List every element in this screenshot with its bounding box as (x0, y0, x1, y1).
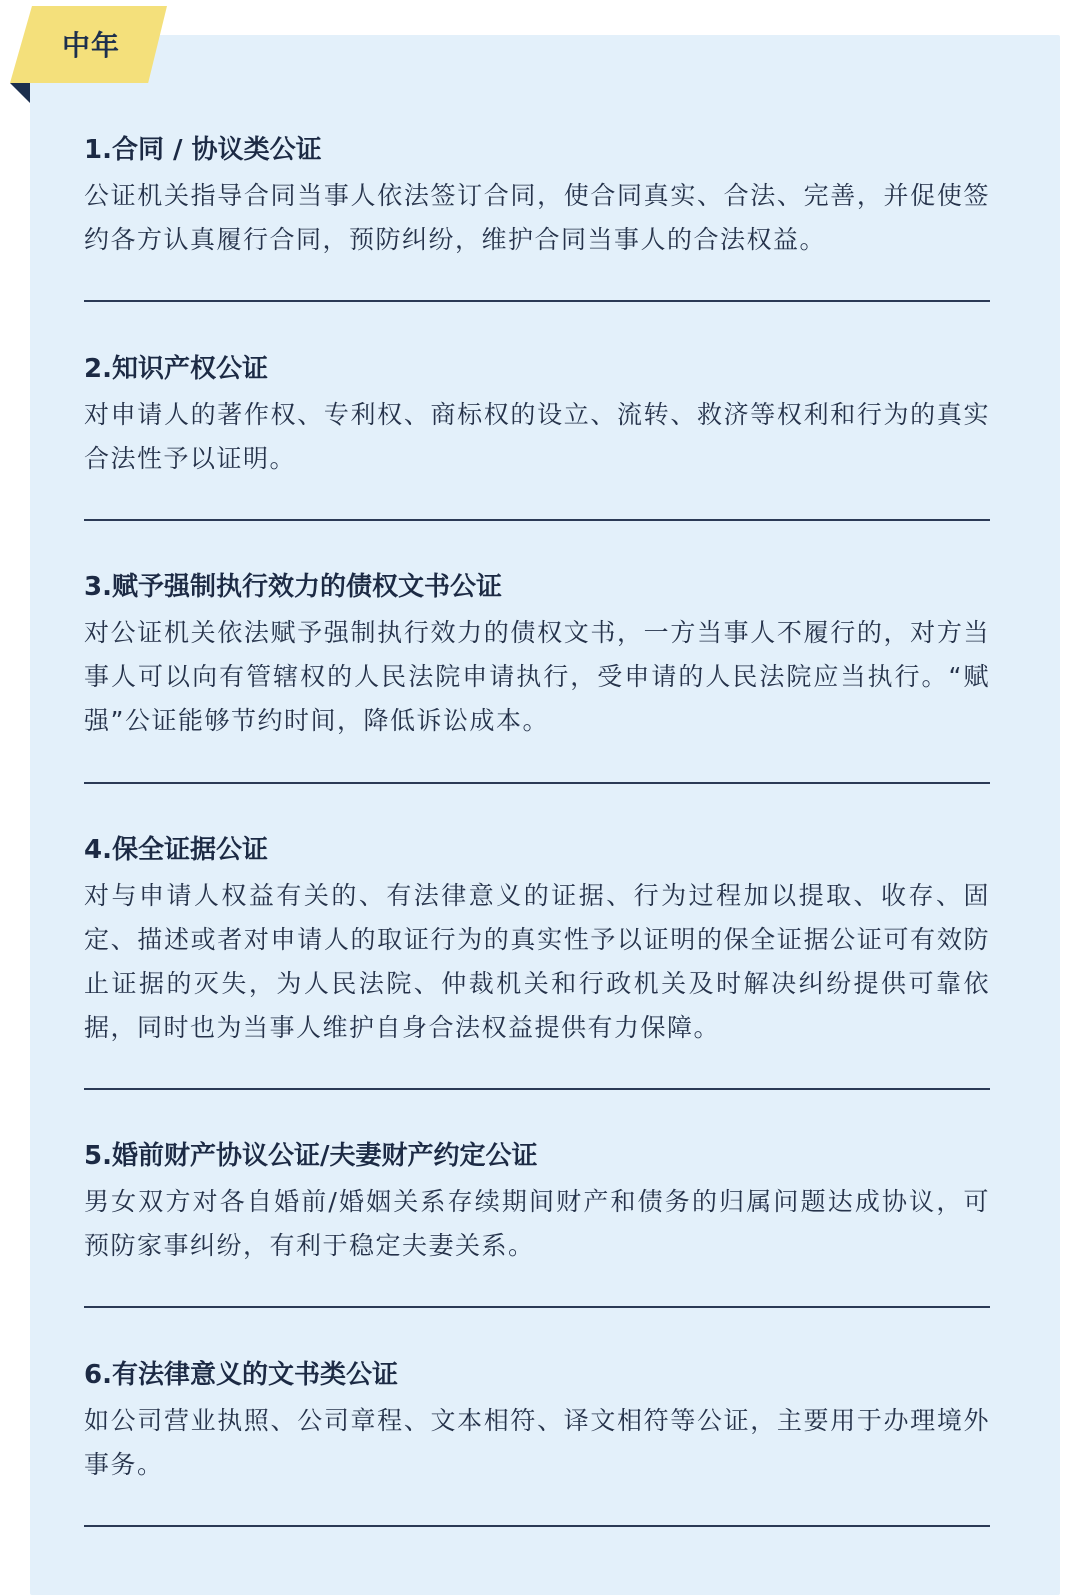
section-body: 对申请人的著作权、专利权、商标权的设立、流转、救济等权利和行为的真实合法性予以证明。 (84, 400, 990, 473)
section-title: 2.知识产权公证 (84, 354, 268, 384)
category-tab-label: 中年 (62, 29, 121, 62)
section-marital-property-notarization (84, 1138, 990, 1268)
section-title: 4.保全证据公证 (84, 835, 268, 865)
section-contract-notarization (84, 132, 990, 262)
section-body: 如公司营业执照、公司章程、文本相符、译文相符等公证，主要用于办理境外事务。 (84, 1406, 990, 1479)
section-divider (84, 1525, 990, 1527)
section-evidence-preservation-notarization (84, 832, 990, 1050)
section-body: 对公证机关依法赋予强制执行效力的债权文书，一方当事人不履行的，对方当事人可以向有管辖权的人民法院申请执行，受申请的人民法院应当执行。“赋强”公证能够节约时间，降低诉讼成本。 (84, 618, 990, 735)
category-tab-fold (10, 83, 30, 103)
section-title: 3.赋予强制执行效力的债权文书公证 (84, 572, 502, 602)
section-enforceable-debt-notarization (84, 569, 990, 743)
section-title: 1.合同 / 协议类公证 (84, 135, 322, 165)
section-body: 对与申请人权益有关的、有法律意义的证据、行为过程加以提取、收存、固定、描述或者对申请人的取证行为的真实性予以证明的保全证据公证可有效防止证据的灭失，为人民法院、仲裁机关和行政机关及时解决纠纷提供可靠依据，同时也为当事人维护自身合法权益提供有力保障。 (84, 881, 990, 1042)
section-divider (84, 1088, 990, 1090)
section-divider (84, 519, 990, 521)
section-divider (84, 782, 990, 784)
section-divider (84, 300, 990, 302)
section-divider (84, 1306, 990, 1308)
section-intellectual-property-notarization (84, 351, 990, 481)
section-body: 公证机关指导合同当事人依法签订合同，使合同真实、合法、完善，并促使签约各方认真履行合同，预防纠纷，维护合同当事人的合法权益。 (84, 181, 990, 254)
section-body: 男女双方对各自婚前/婚姻关系存续期间财产和债务的归属问题达成协议，可预防家事纠纷，有利于稳定夫妻关系。 (84, 1187, 990, 1260)
section-title: 5.婚前财产协议公证/夫妻财产约定公证 (84, 1141, 538, 1171)
section-legal-document-notarization (84, 1357, 990, 1487)
section-title: 6.有法律意义的文书类公证 (84, 1360, 398, 1390)
